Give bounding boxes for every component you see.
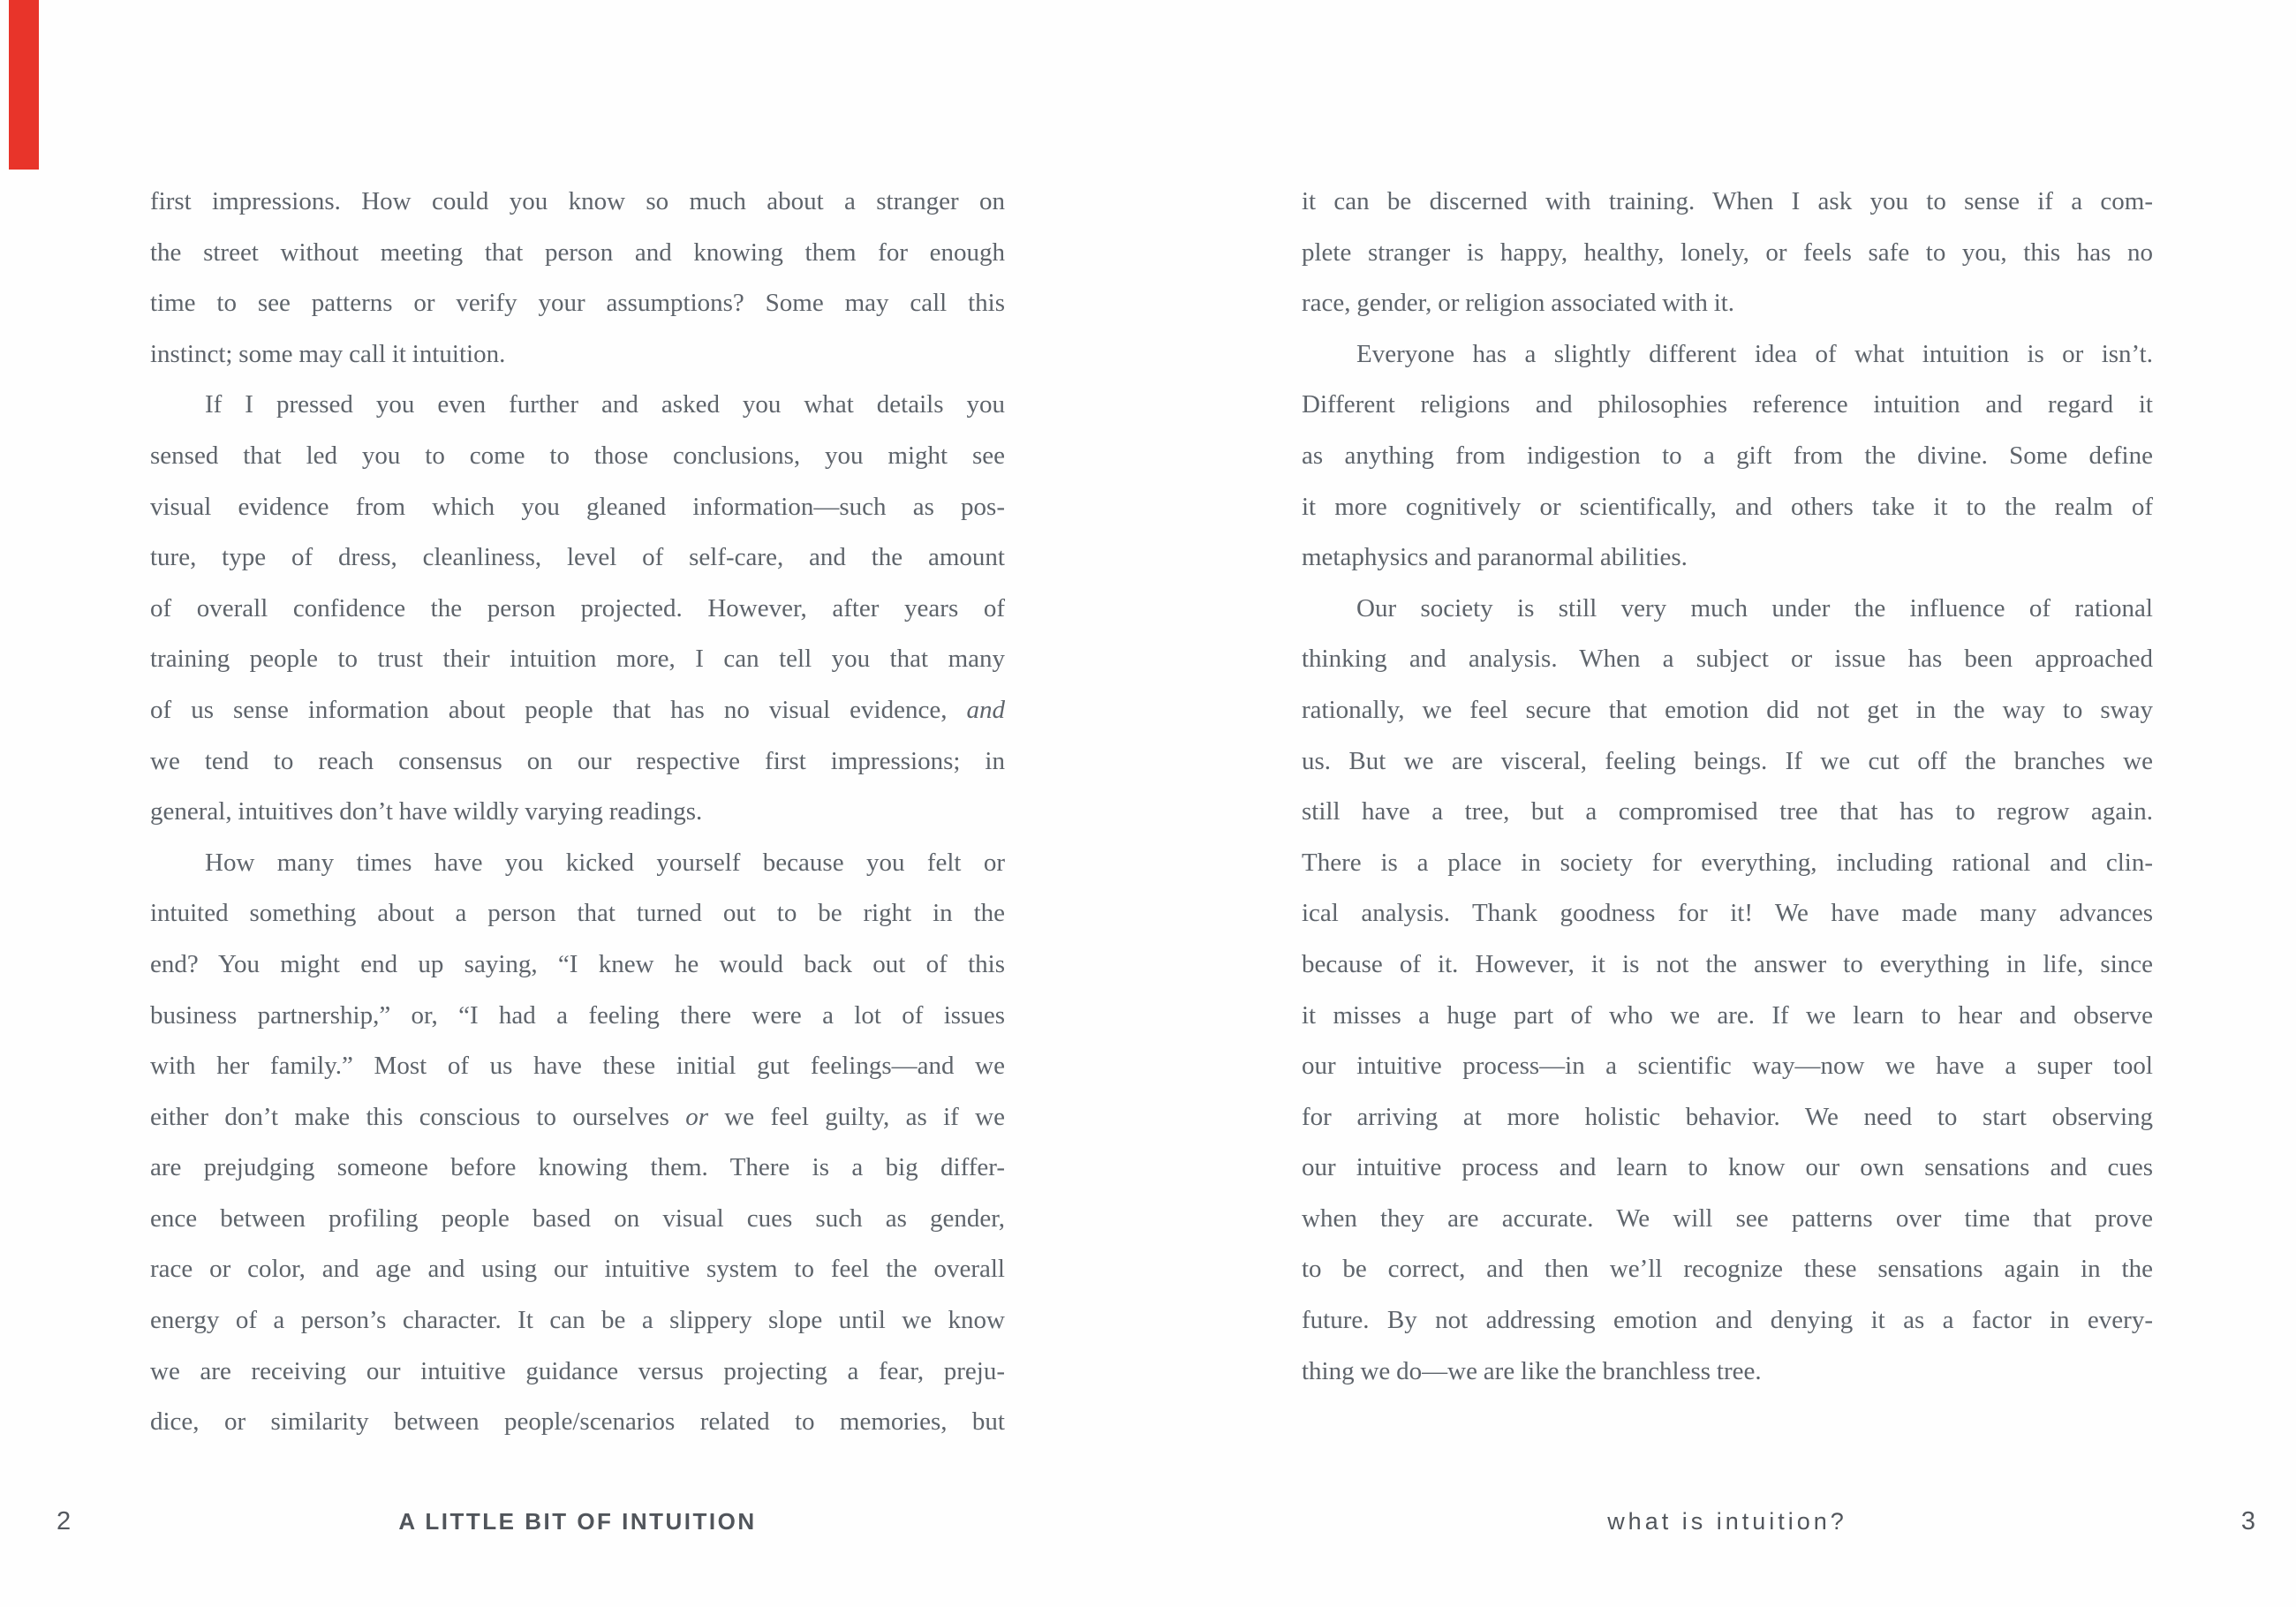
text-line: future. By not addressing emotion and denying it as a factor in every- (1302, 1306, 2153, 1335)
text-line: If I pressed you even further and asked you what details you (205, 390, 1005, 419)
red-ribbon-bookmark (9, 0, 39, 170)
text-line: with her family.” Most of us have these initial gut feelings—and we (150, 1052, 1005, 1081)
page-number-left: 2 (57, 1507, 72, 1535)
running-head-left: A LITTLE BIT OF INTUITION (398, 1508, 757, 1535)
text-line: either don’t make this conscious to ourselves or we feel guilty, as if we (150, 1102, 1005, 1131)
text-line: the street without meeting that person and knowing them for enough (150, 238, 1005, 267)
text-line: end? You might end up saying, “I knew he would back out of this (150, 949, 1005, 978)
text-line: There is a place in society for everything, including rational and clin- (1302, 848, 2153, 877)
text-line: our intuitive process and learn to know our own sensations and cues (1302, 1153, 2153, 1182)
text-line: we tend to reach consensus on our respective first impressions; in (150, 746, 1005, 775)
text-line: because of it. However, it is not the answer to everything in life, since (1302, 949, 2153, 978)
text-line: dice, or similarity between people/scenarios related to memories, but (150, 1407, 1005, 1437)
text-line: our intuitive process—in a scientific way—now we have a super tool (1302, 1052, 2153, 1081)
text-line: plete stranger is happy, healthy, lonely, or feels safe to you, this has no (1302, 238, 2153, 267)
text-line: it more cognitively or scientifically, and others take it to the realm of (1302, 492, 2153, 521)
running-head-right: what is intuition? (1607, 1508, 1847, 1535)
text-line: visual evidence from which you gleaned information—such as pos- (150, 492, 1005, 521)
left-page-text (150, 177, 1005, 1448)
right-page-text (1302, 177, 2153, 1397)
text-line: race or color, and age and using our intuitive system to feel the overall (150, 1255, 1005, 1284)
text-line: first impressions. How could you know so much about a stranger on (150, 187, 1005, 215)
text-line: ical analysis. Thank goodness for it! We have made many advances (1302, 899, 2153, 928)
text-line: energy of a person’s character. It can be a slippery slope until we know (150, 1306, 1005, 1335)
text-line: as anything from indigestion to a gift from the divine. Some define (1302, 441, 2153, 470)
text-line: race, gender, or religion associated with it. (1302, 289, 1735, 318)
text-line: of overall confidence the person projected. However, after years of (150, 593, 1005, 622)
text-line: of us sense information about people that has no visual evidence, and (150, 695, 1005, 724)
text-line: thing we do—we are like the branchless tree. (1302, 1356, 1762, 1385)
text-line: are prejudging someone before knowing them. There is a big differ- (150, 1153, 1005, 1182)
text-line: to be correct, and then we’ll recognize these sensations again in the (1302, 1255, 2153, 1284)
text-line: sensed that led you to come to those conclusions, you might see (150, 441, 1005, 470)
text-line: it can be discerned with training. When I ask you to sense if a com- (1302, 187, 2153, 215)
text-line: we are receiving our intuitive guidance versus projecting a fear, preju- (150, 1356, 1005, 1385)
text-line: still have a tree, but a compromised tree that has to regrow again. (1302, 797, 2153, 826)
page-number-right: 3 (2240, 1507, 2255, 1535)
text-line: Everyone has a slightly different idea of what intuition is or isn’t. (1356, 339, 2153, 368)
text-line: training people to trust their intuition more, I can tell you that many (150, 645, 1005, 674)
text-line: for arriving at more holistic behavior. We need to start observing (1302, 1102, 2153, 1131)
text-line: instinct; some may call it intuition. (150, 339, 506, 368)
text-line: thinking and analysis. When a subject or issue has been approached (1302, 645, 2153, 674)
text-line: general, intuitives don’t have wildly varying readings. (150, 797, 703, 826)
text-line: time to see patterns or verify your assumptions? Some may call this (150, 289, 1005, 318)
text-line: intuited something about a person that turned out to be right in the (150, 899, 1005, 928)
text-line: ence between profiling people based on visual cues such as gender, (150, 1203, 1005, 1233)
text-line: it misses a huge part of who we are. If we learn to hear and observe (1302, 1000, 2153, 1030)
text-line: ture, type of dress, cleanliness, level of self-care, and the amount (150, 543, 1005, 572)
text-line: Different religions and philosophies reference intuition and regard it (1302, 390, 2153, 419)
text-line: business partnership,” or, “I had a feeling there were a lot of issues (150, 1000, 1005, 1030)
text-line: rationally, we feel secure that emotion did not get in the way to sway (1302, 695, 2153, 724)
text-line: when they are accurate. We will see patterns over time that prove (1302, 1203, 2153, 1233)
text-line: How many times have you kicked yourself because you felt or (205, 848, 1005, 877)
text-line: us. But we are visceral, feeling beings. If we cut off the branches we (1302, 746, 2153, 775)
text-line: Our society is still very much under the influence of rational (1356, 593, 2153, 622)
text-line: metaphysics and paranormal abilities. (1302, 543, 1688, 572)
